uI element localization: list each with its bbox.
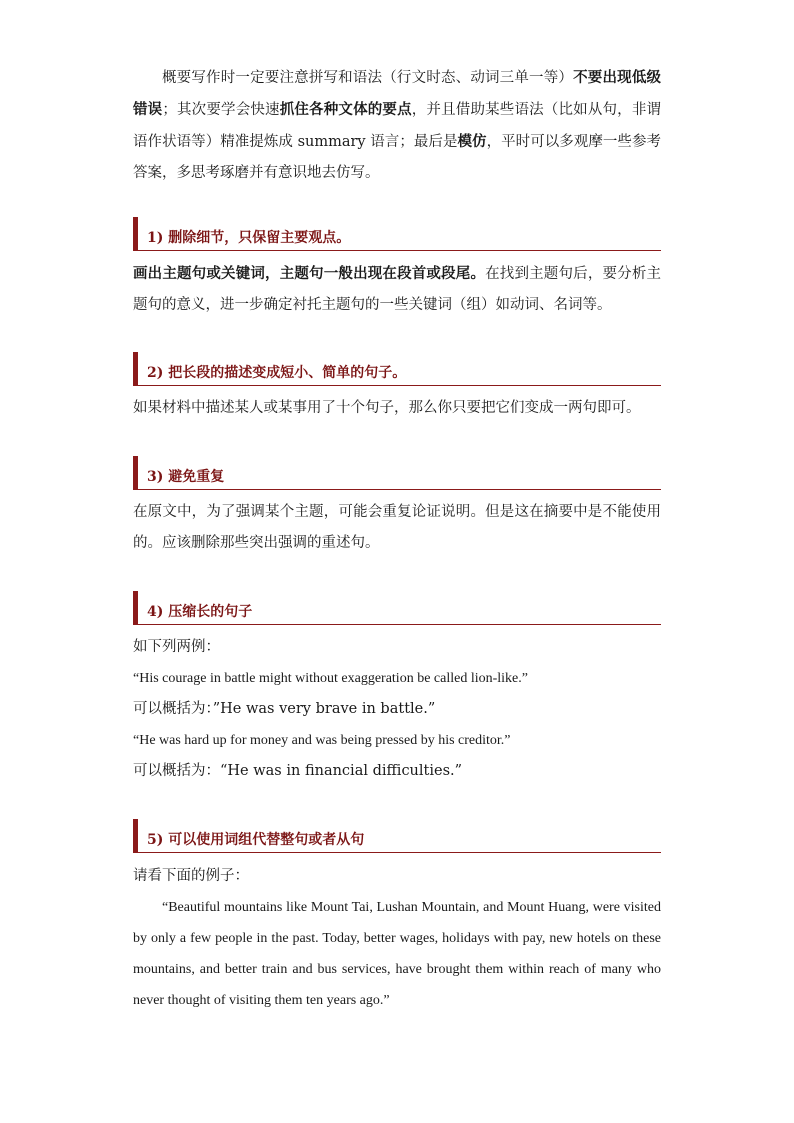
heading-underline [133,852,661,853]
section-5-heading [133,819,661,853]
section-4-title: 4) 压缩长的句子 [147,604,253,620]
intro-text-1: 概要写作时一定要注意拼写和语法（行文时态、动词三单一等） [162,70,574,86]
section-1-body [133,258,661,321]
section-5-example: “Beautiful mountains like Mount Tai, Lushan Mountain, and Mount Huang, were visited by only a few people in the past. Today, better wages, holidays with pay, new hotels on these mountains, and better train and bus services, have brought them within reach of many who never thought of visiting them ten years ago.” [133,900,661,1008]
example-2-original: “He was hard up for money and was being pressed by his creditor.” [133,733,511,748]
heading-underline [133,250,661,251]
intro-text-3: ，并且借助某些语法（比如从句，非谓语作状语等）精准提炼成 summary 语言；最后是 [133,102,662,150]
section-3-heading [133,456,661,490]
heading-underline [133,624,661,625]
example-2-summary: 可以概括为：“He was in financial difficulties.” [133,763,463,779]
section-5-title: 5) 可以使用词组代替整句或者从句 [147,832,365,848]
example-1-summary: 可以概括为：”He was very brave in battle.” [133,701,436,717]
heading-accent-bar [133,456,138,490]
heading-accent-bar [133,591,138,625]
heading-underline [133,385,661,386]
example-1-original: “His courage in battle might without exaggeration be called lion-like.” [133,671,528,686]
section-5-intro: 请看下面的例子： [133,868,249,884]
intro-bold-1: 不要出现低级错误 [133,69,662,118]
section-2-title: 2) 把长段的描述变成短小、简单的句子。 [147,365,407,381]
intro-text-2: ；其次要学会快速 [162,102,280,118]
section-3-body: 在原文中，为了强调某个主题，可能会重复论证说明。但是这在摘要中是不能使用的。应该删除那些突出强调的重述句。 [133,504,661,551]
intro-bold-2: 抓住各种文体的要点 [279,101,412,118]
heading-accent-bar [133,352,138,386]
heading-accent-bar [133,819,138,853]
section-2-heading [133,352,661,386]
section-1-bold: 画出主题句或关键词，主题句一般出现在段首或段尾。 [133,265,486,282]
section-1-text: 在找到主题句后，要分析主题句的意义，进一步确定衬托主题句的一些关键词（组）如动词、名词等。 [133,266,662,313]
section-1-heading [133,217,661,251]
intro-text-4: ，平时可以多观摩一些参考答案，多思考琢磨并有意识地去仿写。 [133,134,662,181]
heading-accent-bar [133,217,138,251]
intro-bold-3: 模仿 [457,133,487,150]
section-4-intro: 如下列两例： [133,639,220,655]
section-1-title: 1) 删除细节，只保留主要观点。 [147,230,351,246]
heading-underline [133,489,661,490]
section-3-title: 3) 避免重复 [147,469,225,485]
section-2-body: 如果材料中描述某人或某事用了十个句子，那么你只要把它们变成一两句即可。 [133,400,641,416]
intro-paragraph [133,62,661,189]
section-4-heading [133,591,661,625]
